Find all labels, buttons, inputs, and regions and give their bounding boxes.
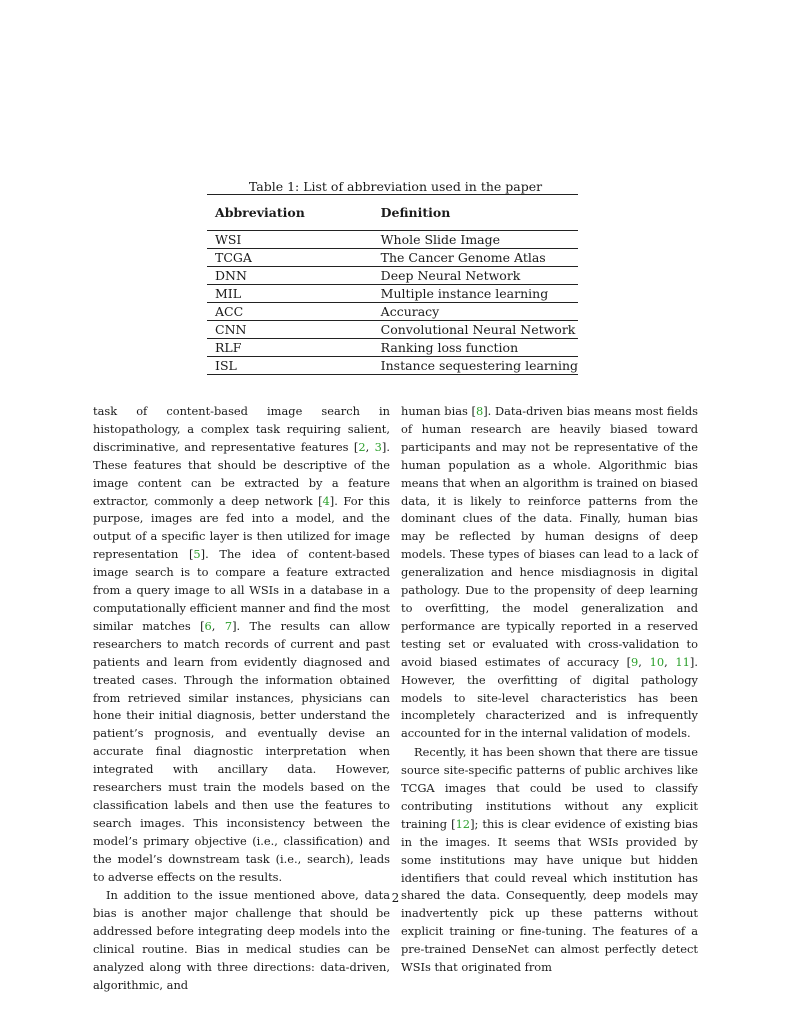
paragraph-text: ]. For this purpose, images are fed into a model, and the output of a specific layer is then utilized for image representation [ — [93, 493, 390, 562]
page-number: 2 — [391, 891, 400, 905]
definition-cell: Convolutional Neural Network — [375, 321, 578, 339]
header-abbreviation: Abbreviation — [215, 205, 305, 220]
paragraph-text: , — [638, 654, 650, 669]
table-row — [207, 321, 578, 339]
table-row — [207, 231, 578, 249]
table-row — [207, 249, 578, 267]
paragraph-text: ]. Data-driven bias means most fields of human research are heavily biased toward participants and may not be representative of the human population as a whole. Algorithmic bias means that when an algorithm is trained on biased data, it is likely to reinforce patterns from the dominant clues of the data. Finally, human bias may be reflected by human designs of deep models. These types of biases can lead to a lack of generalization and hence misdiagnosis in digital pathology. Due to the propensity of deep learning to overfitting, the model generalization and performance are typically reported in a reserved testing set or evaluated with cross-validation to avoid biased estimates of accuracy [ — [401, 404, 698, 669]
citation-link[interactable]: 3 — [374, 439, 382, 454]
paragraph-text: ]. The results can allow researchers to match records of current and past patients and learn from evidently diagnosed and treated cases. Through the information obtained from retrieved similar instances, physicians can hone their initial diagnosis, better understand the patient’s prognosis, and eventually devise an accurate final diagnostic interpretation when integrated with ancillary data. However, researchers must train the models based on the classification labels and then use the features to search images. This inconsistency between the model’s primary objective (i.e., classification) and the model’s downstream task (i.e., search), leads to adverse effects on the results. — [93, 618, 391, 884]
header-definition: Definition — [380, 205, 451, 220]
paragraph — [93, 403, 390, 886]
paragraph-text: , — [664, 654, 676, 669]
citation-link[interactable]: 9 — [631, 654, 639, 669]
abbreviation-cell: DNN — [207, 267, 375, 285]
citation-link[interactable]: 8 — [475, 404, 484, 418]
citation-link[interactable]: 11 — [675, 654, 690, 669]
paragraph-text: Recently, it has been shown that there are tissue source site-specific patterns of public archives like TCGA images that could be used to classify contributing institutions without any explicit training [ — [401, 745, 698, 831]
definition-cell: The Cancer Genome Atlas — [375, 249, 578, 267]
definition-cell: Accuracy — [375, 303, 578, 321]
paragraph-text: In addition to the issue mentioned above, data bias is another major challenge that should be addressed before integrating deep models into the clinical routine. Bias in medical studies can be analyzed along with three directions: data-driven, algorithmic, and — [93, 888, 390, 992]
paragraph-text: task of content-based image search in histopathology, a complex task requiring salient, discriminative, and representative features [ — [93, 404, 390, 454]
abbreviation-cell: ACC — [207, 303, 375, 321]
definition-cell: Instance sequestering learning — [375, 357, 578, 375]
paragraph-text: ]. These features that should be descriptive of the image content can be extracted by a feature extractor, commonly a deep network [ — [93, 439, 390, 508]
table-row — [207, 303, 578, 321]
paragraph-text: , — [211, 618, 225, 633]
citation-link[interactable]: 12 — [455, 816, 471, 831]
table-row — [207, 285, 578, 303]
abbreviation-cell: CNN — [207, 321, 375, 339]
paragraph-text: , — [365, 439, 375, 454]
table-row — [207, 357, 578, 375]
citation-link[interactable]: 4 — [322, 493, 330, 508]
table-header-row — [207, 195, 578, 231]
definition-cell: Deep Neural Network — [375, 267, 578, 285]
definition-cell: Whole Slide Image — [375, 231, 578, 249]
abbreviation-cell: MIL — [207, 285, 375, 303]
definition-cell: Multiple instance learning — [375, 285, 578, 303]
citation-link[interactable]: 7 — [224, 618, 233, 633]
abbreviation-table — [207, 194, 578, 375]
paragraph-text: ]. However, the overfitting of digital pathology models to site-level characteristics has been incompletely characterized and is infrequently accounted for in the internal validation of models. — [401, 654, 698, 741]
citation-link[interactable]: 10 — [649, 654, 665, 669]
definition-cell: Ranking loss function — [375, 339, 578, 357]
abbreviation-cell: ISL — [207, 357, 375, 375]
left-text-column — [93, 403, 390, 995]
paragraph — [401, 403, 698, 743]
table-row — [207, 267, 578, 285]
paragraph — [401, 744, 698, 977]
abbreviation-cell: RLF — [207, 339, 375, 357]
paragraph-text: ]. The idea of content-based image search is to compare a feature extracted from a query image to all WSIs in a database in a computationally efficient manner and find the most similar matches [ — [93, 547, 390, 633]
abbreviation-cell: WSI — [207, 231, 375, 249]
citation-link[interactable]: 2 — [358, 439, 366, 454]
abbreviation-cell: TCGA — [207, 249, 375, 267]
citation-link[interactable]: 6 — [204, 618, 212, 633]
citation-link[interactable]: 5 — [193, 547, 201, 562]
paragraph-text: ]; this is clear evidence of existing bias in the images. It seems that WSIs provided by some institutions may have unique but hidden identifiers that could reveal which institution has shared the data. Consequently, deep models may inadvertently pick up these patterns without explicit training or fine-tuning. The features of a pre-trained DenseNet can almost perfectly detect WSIs that originated from — [401, 816, 698, 975]
paragraph-text: human bias [ — [401, 404, 476, 418]
table-caption: Table 1: List of abbreviation used in the paper — [248, 179, 543, 194]
table-row — [207, 339, 578, 357]
